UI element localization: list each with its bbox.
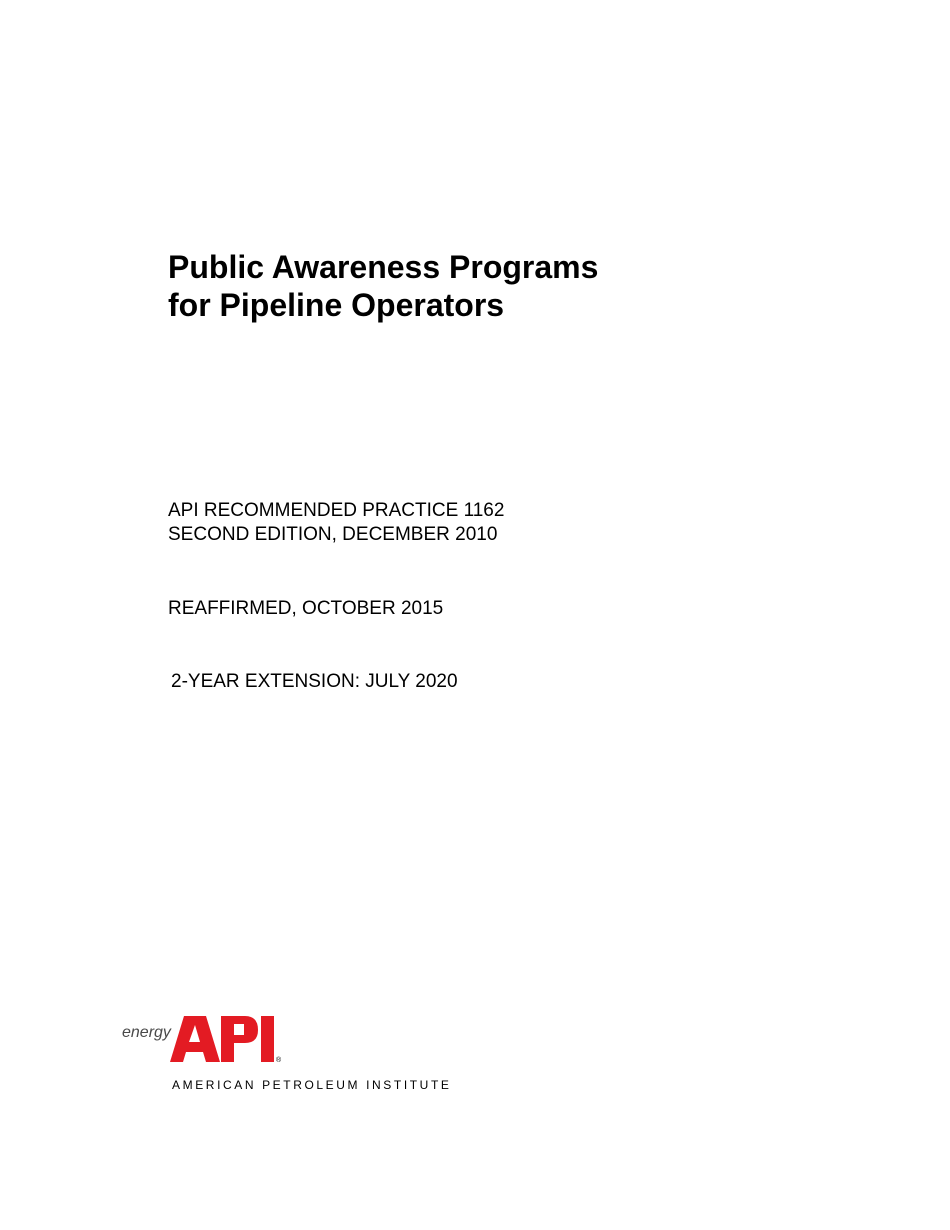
practice-designation <box>168 499 504 547</box>
practice-number: API RECOMMENDED PRACTICE 1162 <box>168 500 505 521</box>
energy-tagline: energy <box>122 1024 171 1041</box>
title-line-2: for Pipeline Operators <box>168 287 505 323</box>
api-letters-icon <box>170 1016 274 1062</box>
reaffirmed-date: REAFFIRMED, OCTOBER 2015 <box>168 598 444 619</box>
edition-date: SECOND EDITION, DECEMBER 2010 <box>168 524 498 545</box>
organization-name: AMERICAN PETROLEUM INSTITUTE <box>172 1078 452 1092</box>
extension-date: 2-YEAR EXTENSION: JULY 2020 <box>171 671 458 692</box>
api-logo-mark <box>120 1010 440 1080</box>
registered-mark: ® <box>276 1057 282 1064</box>
document-title <box>168 248 598 324</box>
title-line-1: Public Awareness Programs <box>168 249 599 285</box>
